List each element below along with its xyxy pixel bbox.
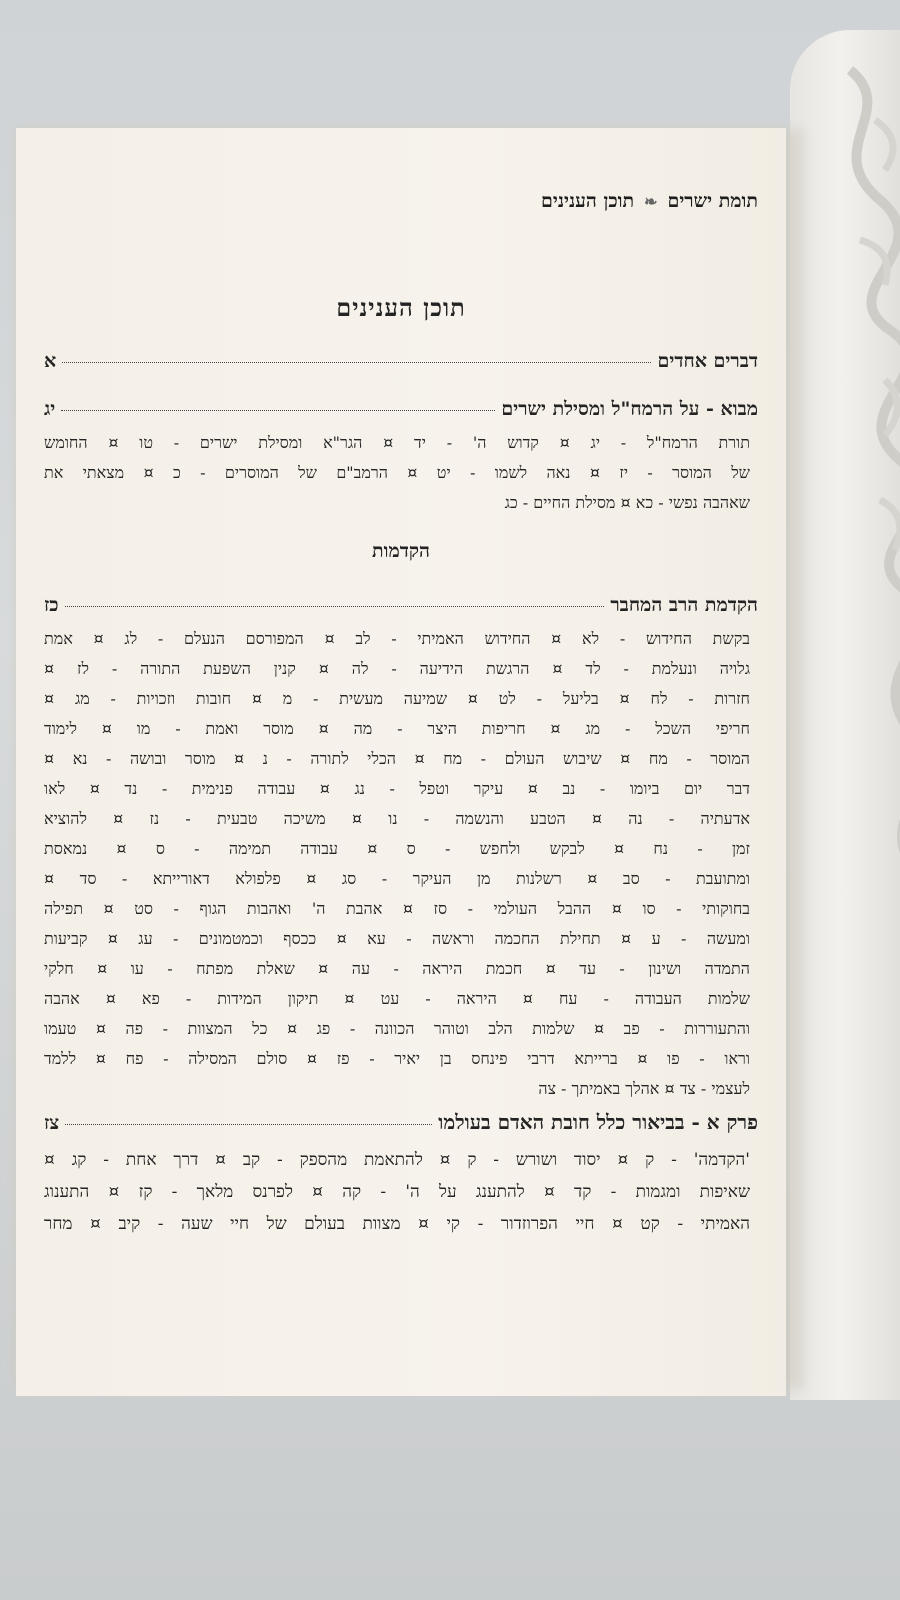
subentry-line: גלויה ונעלמת - לד ¤ הרגשת הידיעה - לה ¤ קנין השפעת התורה - לז ¤ — [44, 659, 750, 678]
mavo-subentries — [44, 428, 750, 518]
subentry-line: תורת הרמח"ל - יג ¤ קדוש ה' - יד ¤ הגר"א ומסילת ישרים - טו ¤ החומש — [44, 433, 750, 452]
toc-page-number: יג — [44, 398, 56, 420]
toc-entry — [44, 350, 758, 373]
next-page-curl — [790, 30, 900, 1400]
subentry-line: זמן - נח ¤ לבקש ולחפש - ס ¤ עבודה תמימה - ס ¤ נמאסת — [44, 839, 750, 858]
toc-entry-label: דברים אחדים — [657, 350, 758, 372]
page-title: תוכן הענינים — [336, 293, 466, 322]
leaf-ornament-icon: ❧ — [644, 192, 658, 211]
subentry-line: חזרות - לח ¤ בליעל - לט ¤ שמיעה מעשית - מ ¤ חובות וזכויות - מג ¤ — [44, 689, 750, 708]
toc-page-number: א — [44, 350, 57, 372]
dot-leader — [61, 410, 495, 411]
toc-page-number: צז — [44, 1112, 60, 1134]
running-head — [541, 190, 758, 213]
subentry-line: אדעתיה - נה ¤ הטבע והנשמה - נו ¤ משיכה טבעית - נז ¤ להוציא — [44, 809, 750, 828]
toc-page-number: כז — [44, 594, 59, 616]
subentry-line: בקשת החידוש - לא ¤ החידוש האמיתי - לב ¤ המפורסם הנעלם - לג ¤ אמת — [44, 629, 750, 648]
book-title: תומת ישרים — [667, 190, 758, 212]
subentry-line: בחוקותי - סו ¤ ההבל העולמי - סז ¤ אהבת ה' ואהבות הגוף - סט ¤ תפילה — [44, 899, 750, 918]
toc-entry — [44, 398, 758, 421]
subentry-line: ומעשה - ע ¤ תחילת החכמה וראשה - עא ¤ ככסף וכמטמונים - עג ¤ קביעות — [44, 929, 750, 948]
subentry-line: האמיתי - קט ¤ חיי הפרוזדור - קי ¤ מצוות בעולם של חיי שעה - קיב ¤ מחר — [44, 1214, 750, 1234]
subentry-line: שלמות העבודה - עח ¤ היראה - עט ¤ תיקון המידות - פא ¤ אהבה — [44, 989, 750, 1008]
subentry-line: דבר יום ביומו - נב ¤ עיקר וטפל - נג ¤ עבודה פנימית - נד ¤ לאו — [44, 779, 750, 798]
subentry-line: חריפי השכל - מג ¤ חריפות היצר - מה ¤ מוסר ואמת - מו ¤ לימוד — [44, 719, 750, 738]
subentry-line: לעצמי - צד ¤ אהלך באמיתך - צה — [538, 1079, 750, 1098]
subentry-line: ומתועבת - סב ¤ רשלנות מן העיקר - סג ¤ פלפולא דאורייתא - סד ¤ — [44, 869, 750, 888]
section-title: תוכן הענינים — [541, 190, 635, 212]
toc-entry — [44, 594, 758, 617]
subentry-line: של המוסר - יז ¤ נאה לשמו - יט ¤ הרמב"ם של המוסרים - כ ¤ מצאתי את — [44, 463, 750, 482]
dot-leader — [65, 606, 605, 607]
subentry-line: והתעוררות - פב ¤ שלמות הלב וטוהר הכוונה - פג ¤ כל המצוות - פה ¤ טעמו — [44, 1019, 750, 1038]
subentry-line: שאהבה נפשי - כא ¤ מסילת החיים - כג — [504, 493, 750, 512]
subentry-line: התמדה ושינון - עד ¤ חכמת היראה - עה ¤ שאלת מפתח - עו ¤ חלקי — [44, 959, 750, 978]
subentry-line: המוסר - מח ¤ שיבוש העולם - מח ¤ הכלי לתורה - נ ¤ מוסר ובושה - נא ¤ — [44, 749, 750, 768]
section-heading: הקדמות — [372, 540, 430, 562]
book-page — [16, 128, 786, 1396]
subentry-line: וראו - פו ¤ ברייתא דרבי פינחס בן יאיר - פז ¤ סולם המסילה - פח ¤ ללמד — [44, 1049, 750, 1068]
toc-entry-label: הקדמת הרב המחבר — [610, 594, 758, 616]
dot-leader — [62, 362, 651, 363]
subentry-line: 'הקדמה' - ק ¤ יסוד ושורש - ק ¤ להתאמת מהספק - קב ¤ דרך אחת - קג ¤ — [44, 1150, 750, 1170]
toc-entry-label: פרק א - בביאור כלל חובת האדם בעולמו — [438, 1110, 758, 1134]
toc-entry — [44, 1110, 758, 1135]
toc-entry-label: מבוא - על הרמח"ל ומסילת ישרים — [501, 398, 758, 420]
dot-leader — [65, 1124, 432, 1125]
perek-subentries — [44, 1144, 750, 1240]
subentry-line: שאיפות ומגמות - קד ¤ להתענג על ה' - קה ¤ לפרנס מלאך - קז ¤ התענוג — [44, 1182, 750, 1202]
floral-ornament-icon — [790, 30, 900, 1400]
hakdama-subentries — [44, 624, 750, 1104]
